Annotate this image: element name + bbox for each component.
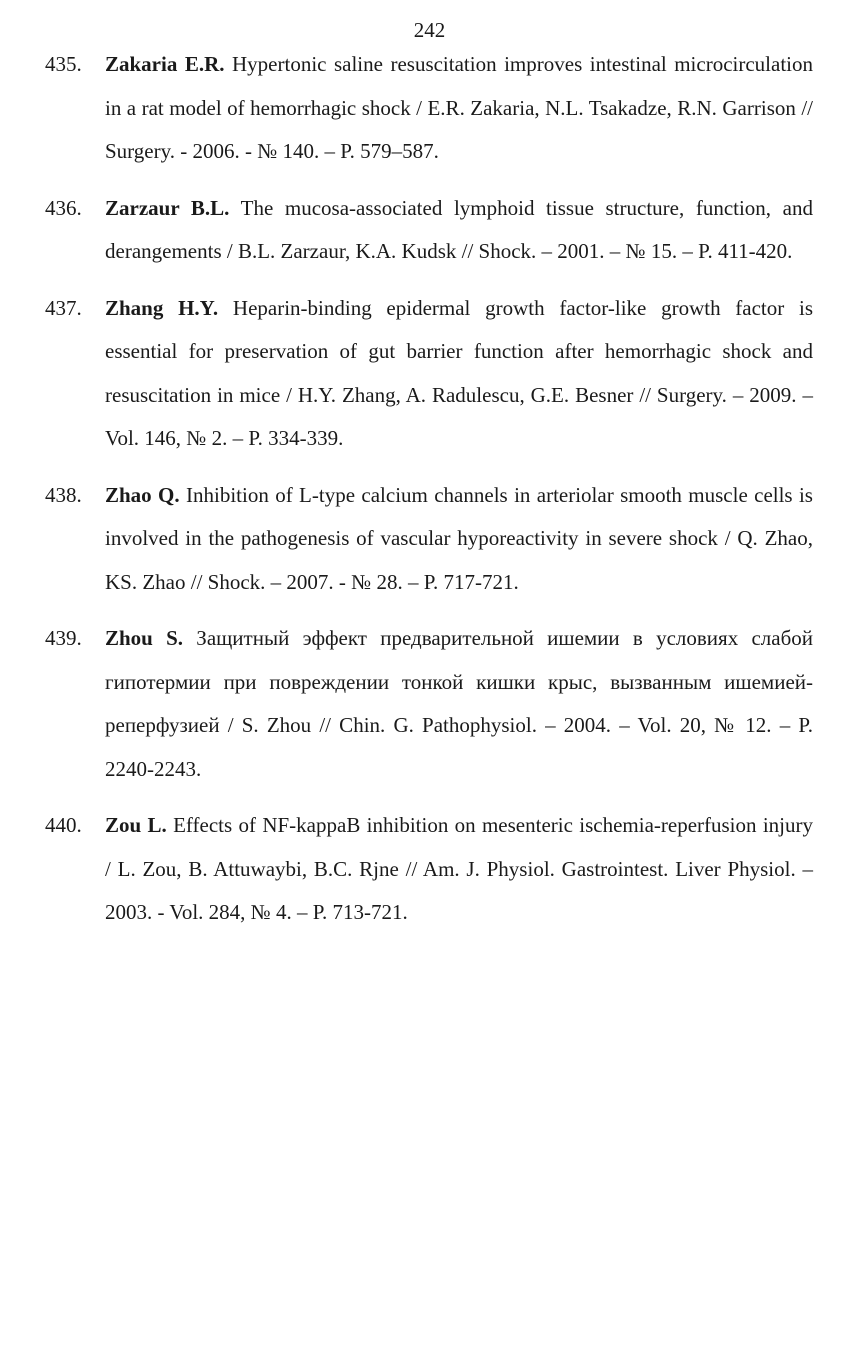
reference-item	[0, 617, 859, 791]
reference-item	[0, 43, 859, 174]
reference-author: Zhao Q.	[105, 482, 180, 507]
reference-list	[0, 43, 859, 948]
reference-text: Защитный эффект предварительной ишемии в условиях слабой гипотермии при повреждении тонкой кишки крыс, вызванным ишемией-реперфузией / S. Zhou // Chin. G. Pathophysiol. – 2004. – Vol. 20, № 12. – P. 2240-2243.	[105, 626, 813, 781]
reference-number: 438.	[45, 482, 82, 507]
reference-text: Inhibition of L-type calcium channels in arteriolar smooth muscle cells is involved in the pathogenesis of vascular hyporeactivity in severe shock / Q. Zhao, KS. Zhao // Shock. – 2007. - № 28. – P. 717-721.	[105, 482, 813, 594]
reference-number: 436.	[45, 195, 82, 220]
reference-body	[105, 804, 813, 935]
reference-item	[0, 187, 859, 274]
reference-author: Zhang H.Y.	[105, 295, 219, 320]
reference-text: Heparin-binding epidermal growth factor-like growth factor is essential for preservation of gut barrier function after hemorrhagic shock and resuscitation in mice / H.Y. Zhang, A. Radulescu, G.E. Besner // Surgery. – 2009. – Vol. 146, № 2. – P. 334-339.	[105, 295, 813, 450]
reference-body	[105, 474, 813, 605]
reference-text: Hypertonic saline resuscitation improves intestinal microcirculation in a rat model of hemorrhagic shock / E.R. Zakaria, N.L. Tsakadze, R.N. Garrison // Surgery. - 2006. - № 140. – P. 579–587.	[105, 52, 813, 163]
reference-author: Zakaria E.R.	[105, 52, 225, 76]
reference-author: Zarzaur B.L.	[105, 195, 230, 220]
reference-body	[105, 43, 813, 174]
reference-number: 439.	[45, 626, 82, 650]
reference-text: Effects of NF-kappaB inhibition on mesenteric ischemia-reperfusion injury / L. Zou, B. Attuwaybi, B.C. Rjne // Am. J. Physiol. Gastrointest. Liver Physiol. – 2003. - Vol. 284, № 4. – P. 713-721.	[105, 813, 814, 924]
reference-body	[105, 617, 813, 791]
reference-number: 440.	[45, 813, 82, 837]
reference-number: 437.	[45, 295, 82, 320]
reference-number: 435.	[45, 52, 82, 76]
reference-item	[0, 804, 859, 935]
reference-body	[105, 187, 813, 274]
reference-body	[105, 287, 813, 461]
reference-item	[0, 287, 859, 461]
page-number: 242	[413, 18, 446, 42]
reference-author: Zou L.	[105, 813, 167, 837]
reference-text: The mucosa-associated lymphoid tissue structure, function, and derangements / B.L. Zarzaur, K.A. Kudsk // Shock. – 2001. – № 15. – P. 411-420.	[105, 195, 813, 263]
reference-item	[0, 474, 859, 605]
reference-author: Zhou S.	[105, 626, 184, 650]
